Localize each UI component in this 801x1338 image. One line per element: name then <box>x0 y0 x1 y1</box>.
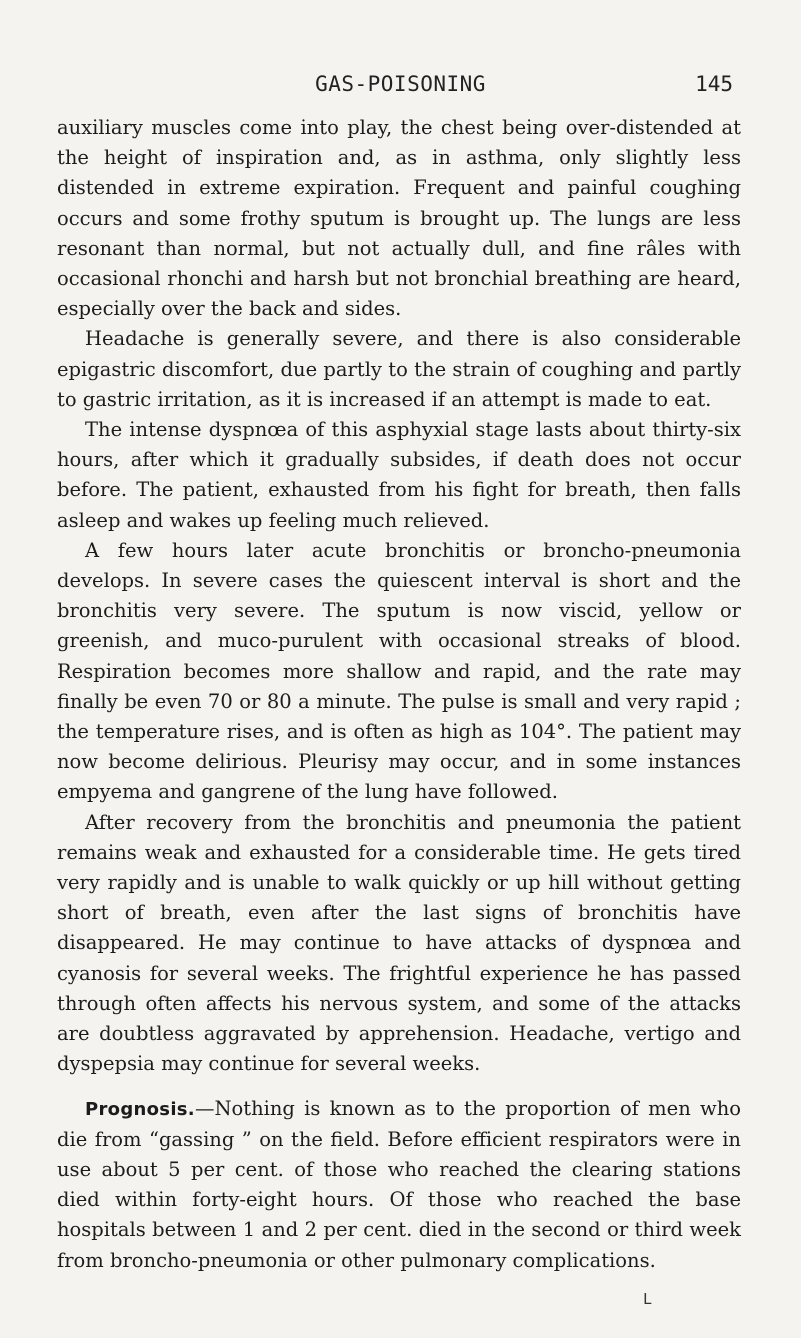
running-head <box>68 72 733 102</box>
paragraph-continued: auxiliary muscles come into play, the chest being over-distended at the height of inspiration and, as in asthma, only slightly less distended in extreme expiration. Frequent and painful coughing occurs and some frothy sputum is brought up. The lungs are less resonant than normal, but not actually dull, and fine râles with occasional rhonchi and harsh but not bronchial breathing are heard, especially over the back and sides. <box>57 116 741 321</box>
page-number: 145 <box>695 72 733 96</box>
prognosis-heading: Prognosis. <box>85 1098 195 1120</box>
signature-mark: L <box>643 1290 653 1308</box>
prognosis-section <box>57 1094 741 1276</box>
prognosis-text: —Nothing is known as to the proportion of men who die from “gassing ” on the field. Before efficient respirators were in use about 5 per cent. of those who reached the clearing stations died within forty-eight hours. Of those who reached the base hospitals between 1 and 2 per cent. died in the second or third week from broncho-pneumonia or other pulmonary complications. <box>57 1096 741 1272</box>
paragraph-headache: Headache is generally severe, and there is also considerable epigastric discomfort, due partly to the strain of coughing and partly to gastric irritation, as it is increased if an attempt is made to eat. <box>57 327 741 411</box>
body-text <box>57 113 741 1276</box>
paragraph-dyspnoea: The intense dyspnœa of this asphyxial stage lasts about thirty-six hours, after which it gradually subsides, if death does not occur before. The patient, exhausted from his fight for breath, then falls asleep and wakes up feeling much relieved. <box>57 418 741 532</box>
paragraph-recovery: After recovery from the bronchitis and pneumonia the patient remains weak and exhausted for a considerable time. He gets tired very rapidly and is unable to walk quickly or up hill without getting short of breath, even after the last signs of bronchitis have disappeared. He may continue to have attacks of dyspnœa and cyanosis for several weeks. The frightful experience he has passed through often affects his nervous system, and some of the attacks are doubtless aggravated by apprehension. Headache, vertigo and dyspepsia may continue for several weeks. <box>57 810 741 1076</box>
running-title: GAS-POISONING <box>315 72 486 96</box>
paragraph-bronchitis: A few hours later acute bronchitis or broncho-pneumonia develops. In severe cases the quiescent interval is short and the bronchitis very severe. The sputum is now viscid, yellow or greenish, and muco-purulent with occasional streaks of blood. Respiration becomes more shallow and rapid, and the rate may finally be even 70 or 80 a minute. The pulse is small and very rapid ; the temperature rises, and is often as high as 104°. The patient may now become delirious. Pleurisy may occur, and in some instances empyema and gangrene of the lung have followed. <box>57 538 741 804</box>
